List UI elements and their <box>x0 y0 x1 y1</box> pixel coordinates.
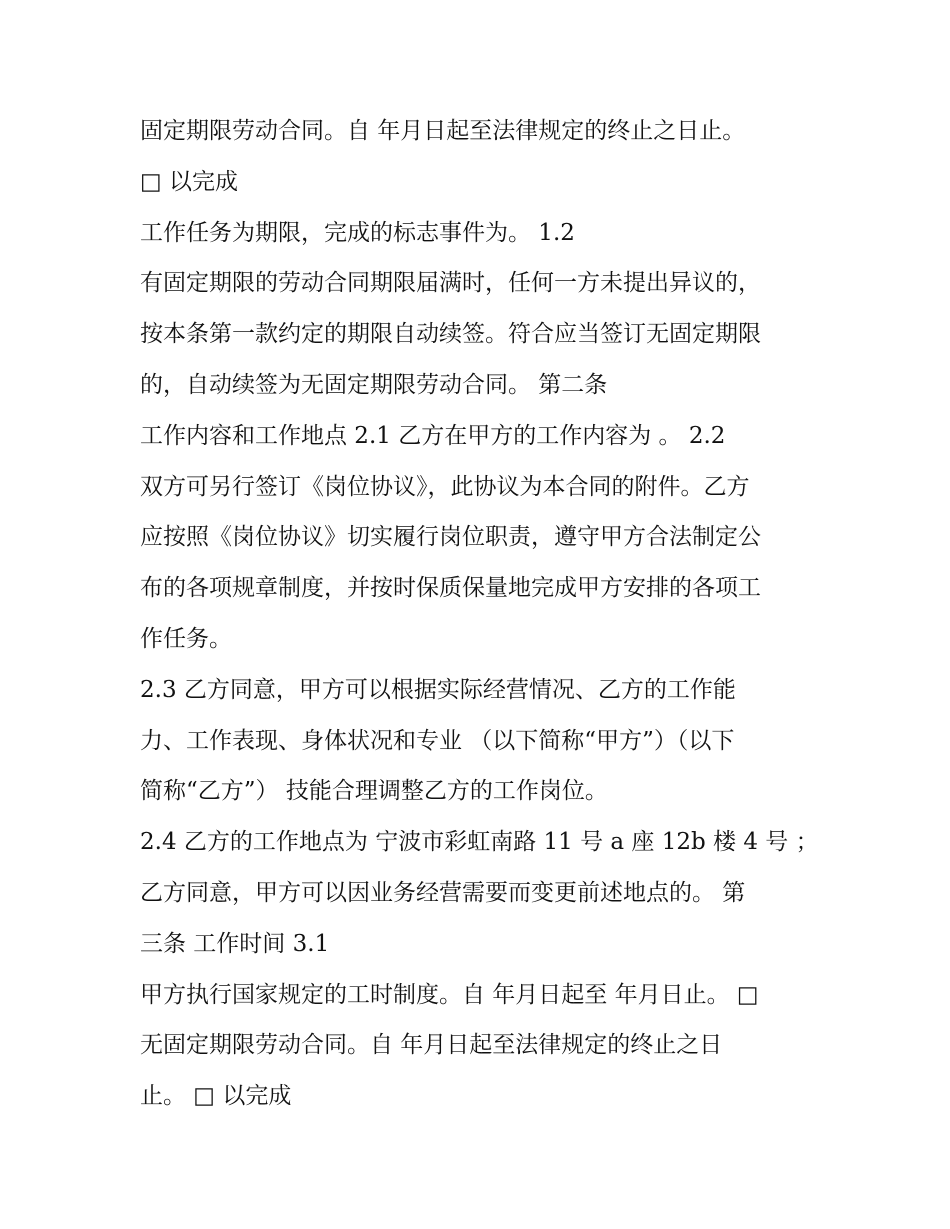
text-line-10: 布的各项规章制度，并按时保质保量地完成甲方安排的各项工 <box>140 575 761 602</box>
text-line-6: 的，自动续签为无固定期限劳动合同。 第二条 <box>140 371 608 398</box>
text-line-14: 简称“乙方”） 技能合理调整乙方的工作岗位。 <box>140 778 608 805</box>
text-line-7: 工作内容和工作地点 2.1 乙方在甲方的工作内容为 。 2.2 <box>140 422 726 449</box>
text-line-15: 2.4 乙方的工作地点为 宁波市彩虹南路 11 号 a 座 12b 楼 4 号 ； <box>140 829 819 856</box>
text-line-12: 2.3 乙方同意，甲方可以根据实际经营情况、乙方的工作能 <box>140 676 736 703</box>
text-line-20: 止。 □ 以完成 <box>140 1083 292 1110</box>
text-line-5: 按本条第一款约定的期限自动续签。符合应当签订无固定期限 <box>140 321 761 348</box>
text-line-17: 三条 工作时间 3.1 <box>140 930 330 957</box>
text-line-13: 力、工作表现、身体状况和专业 （以下简称“甲方”）（以下 <box>140 727 735 754</box>
text-line-11: 作任务。 <box>140 625 232 652</box>
text-line-8: 双方可另行签订《岗位协议》，此协议为本合同的附件。乙方 <box>140 473 750 500</box>
text-line-19: 无固定期限劳动合同。自 年月日起至法律规定的终止之日 <box>140 1032 723 1059</box>
text-line-3: 工作任务为期限，完成的标志事件为。 1.2 <box>140 219 575 246</box>
text-line-1: 固定期限劳动合同。自 年月日起至法律规定的终止之日止。 <box>140 118 746 144</box>
text-line-16: 乙方同意，甲方可以因业务经营需要而变更前述地点的。 第 <box>140 879 746 906</box>
text-line-18: 甲方执行国家规定的工时制度。自 年月日起至 年月日止。 □ <box>140 981 759 1008</box>
document-body <box>140 106 820 1122</box>
text-line-2: □ 以完成 <box>140 168 239 195</box>
text-line-9: 应按照《岗位协议》切实履行岗位职责，遵守甲方合法制定公 <box>140 524 761 551</box>
text-line-4: 有固定期限的劳动合同期限届满时，任何一方未提出异议的， <box>140 270 761 297</box>
